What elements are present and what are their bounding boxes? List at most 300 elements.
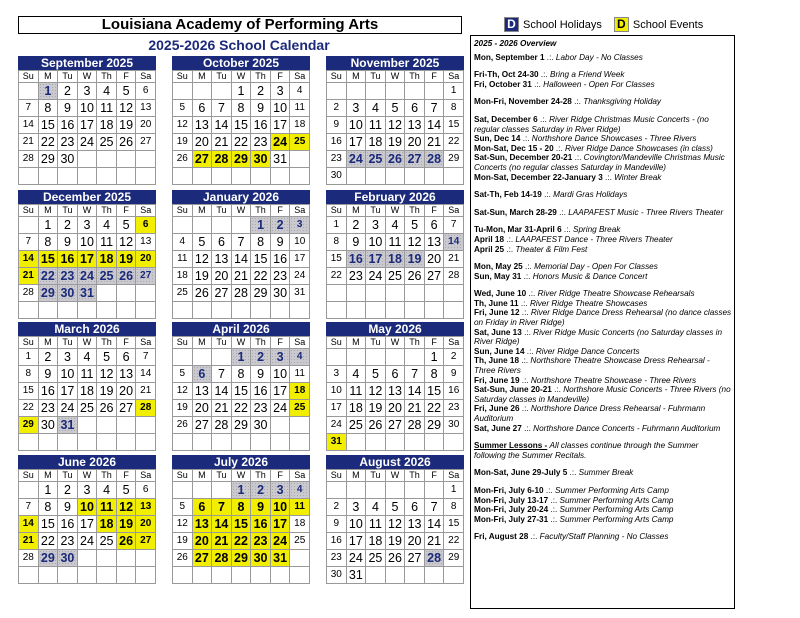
event-legend-label: School Events (632, 18, 704, 31)
day-cell: 2 (327, 499, 347, 516)
group-spacer (474, 281, 732, 289)
day-cell (425, 482, 445, 499)
month-grid (326, 336, 464, 451)
overview-event: Sun, Dec 14 .:. Northshore Dance Showcases - Three Rivers (474, 134, 697, 144)
weekday-label: M (39, 71, 59, 83)
day-cell: 19 (117, 117, 137, 134)
day-cell: 25 (78, 400, 98, 417)
weekday-label: Th (97, 337, 117, 349)
day-cell: 6 (136, 217, 156, 234)
day-cell: 24 (366, 268, 386, 285)
day-cell (232, 302, 252, 319)
day-cell (271, 434, 291, 451)
day-cell: 3 (78, 482, 98, 499)
day-cell: 11 (97, 234, 117, 251)
day-cell (405, 349, 425, 366)
day-cell: 23 (251, 134, 271, 151)
day-cell (386, 168, 406, 185)
day-cell (19, 217, 39, 234)
day-cell: 18 (97, 516, 117, 533)
event-date: Sat, June 13 (474, 327, 522, 337)
weekday-label: W (78, 470, 98, 482)
day-cell: 28 (232, 285, 252, 302)
day-cell: 6 (405, 100, 425, 117)
weekday-label: W (386, 71, 406, 83)
day-cell: 7 (444, 217, 464, 234)
day-cell (193, 434, 213, 451)
day-cell (212, 434, 232, 451)
day-cell: 4 (97, 83, 117, 100)
weekday-label: Su (19, 337, 39, 349)
weekday-label: W (78, 71, 98, 83)
event-date: Sun, June 14 (474, 346, 525, 356)
group-spacer (474, 217, 732, 225)
overview-event: Mon-Fri, July 6-10 .:. Summer Performing Arts Camp (474, 485, 669, 495)
day-cell (405, 168, 425, 185)
day-cell: 7 (425, 499, 445, 516)
event-description: Halloween - Open For Classes (543, 79, 655, 89)
day-cell: 6 (193, 100, 213, 117)
day-cell (193, 217, 213, 234)
day-cell: 28 (212, 550, 232, 567)
day-cell (173, 217, 193, 234)
day-cell: 8 (327, 234, 347, 251)
day-cell: 18 (290, 383, 310, 400)
overview-event: Sat-Sun, December 20-21 .:. Covington/Mandeville Christmas Music Concerts (no regular classes Saturday in Mandeville) (474, 153, 725, 172)
weekday-label: W (78, 205, 98, 217)
weekday-label: Tu (212, 470, 232, 482)
day-cell: 1 (232, 83, 252, 100)
month-calendar (326, 322, 464, 451)
weekday-label: Th (405, 470, 425, 482)
day-cell: 21 (212, 533, 232, 550)
month-title: March 2026 (18, 322, 156, 336)
overview-event: Sun, June 14 .:. River Ridge Dance Concerts (474, 346, 640, 356)
day-cell: 13 (193, 383, 213, 400)
day-cell: 18 (366, 533, 386, 550)
day-cell (425, 567, 445, 584)
day-cell: 16 (58, 117, 78, 134)
day-cell: 15 (425, 383, 445, 400)
day-cell: 21 (212, 134, 232, 151)
day-cell: 22 (444, 533, 464, 550)
day-cell: 12 (173, 383, 193, 400)
day-cell (136, 302, 156, 319)
day-cell: 28 (405, 417, 425, 434)
day-cell: 9 (58, 499, 78, 516)
day-cell: 23 (444, 400, 464, 417)
day-cell: 16 (251, 383, 271, 400)
month-grid (172, 204, 310, 319)
day-cell: 20 (405, 134, 425, 151)
weekday-label: M (193, 205, 213, 217)
weekday-label: W (232, 470, 252, 482)
overview-event: Sat, June 27 .:. Northshore Dance Concerts - Fuhrmann Auditorium (474, 423, 721, 433)
day-cell: 10 (327, 383, 347, 400)
day-cell: 3 (271, 349, 291, 366)
day-cell (444, 168, 464, 185)
day-cell: 1 (444, 482, 464, 499)
day-cell (366, 83, 386, 100)
day-cell (366, 349, 386, 366)
month-grid (18, 70, 156, 185)
day-cell: 11 (366, 516, 386, 533)
overview-event: Sat, June 13 .:. River Ridge Music Concerts (no Saturday classes in River Ridge) (474, 327, 723, 347)
day-cell: 29 (444, 550, 464, 567)
day-cell (117, 285, 137, 302)
day-cell (173, 349, 193, 366)
day-cell: 13 (386, 383, 406, 400)
day-cell: 22 (251, 268, 271, 285)
event-description: Summer Performing Arts Camp (559, 505, 674, 515)
page-title: Louisiana Academy of Performing Arts (18, 16, 462, 34)
day-cell: 6 (117, 349, 137, 366)
day-cell (251, 434, 271, 451)
day-cell: 23 (347, 268, 367, 285)
weekday-label: F (271, 337, 291, 349)
month-calendar (18, 455, 156, 584)
day-cell: 28 (212, 417, 232, 434)
day-cell (232, 217, 252, 234)
day-cell: 20 (136, 251, 156, 268)
day-cell (78, 168, 98, 185)
day-cell: 29 (19, 417, 39, 434)
group-spacer (474, 524, 732, 532)
day-cell: 15 (251, 251, 271, 268)
day-cell: 9 (251, 366, 271, 383)
weekday-label: Th (405, 205, 425, 217)
day-cell (386, 567, 406, 584)
month-calendar (18, 322, 156, 451)
day-cell: 20 (386, 400, 406, 417)
day-cell: 10 (78, 499, 98, 516)
month-title: June 2026 (18, 455, 156, 469)
event-description: Northshore Theatre Showcase - Three Rivers (530, 375, 697, 385)
event-description: River Ridge Dance Showcases (in class) (565, 143, 713, 153)
day-cell: 2 (39, 349, 59, 366)
legend (504, 17, 703, 32)
day-cell: 17 (366, 251, 386, 268)
event-description: Northshore Music Concerts - Three Rivers (no Saturday classes in Mandeville) (474, 385, 731, 404)
day-cell: 25 (173, 285, 193, 302)
weekday-label: F (425, 71, 445, 83)
day-cell: 22 (19, 400, 39, 417)
day-cell (386, 434, 406, 451)
day-cell: 5 (386, 100, 406, 117)
day-cell (425, 83, 445, 100)
day-cell: 10 (347, 516, 367, 533)
day-cell: 7 (212, 366, 232, 383)
event-date: Fri, June 26 (474, 404, 520, 414)
day-cell: 10 (366, 234, 386, 251)
day-cell (347, 285, 367, 302)
overview-event: Sun, May 31 .:. Honors Music & Dance Concert (474, 271, 648, 281)
day-cell (117, 567, 137, 584)
day-cell: 15 (327, 251, 347, 268)
day-cell: 6 (386, 366, 406, 383)
weekday-label: W (386, 470, 406, 482)
group-spacer (474, 478, 732, 486)
weekday-label: Tu (58, 205, 78, 217)
day-cell: 18 (290, 117, 310, 134)
day-cell: 24 (271, 400, 291, 417)
event-date: Sat, June 27 (474, 423, 522, 433)
day-cell: 16 (327, 533, 347, 550)
month-calendar (172, 190, 310, 319)
day-cell (386, 349, 406, 366)
day-cell (347, 434, 367, 451)
day-cell (327, 83, 347, 100)
weekday-label: Th (97, 205, 117, 217)
day-cell: 31 (327, 434, 347, 451)
day-cell: 16 (251, 516, 271, 533)
day-cell: 18 (366, 134, 386, 151)
day-cell (97, 567, 117, 584)
weekday-label: Tu (212, 205, 232, 217)
day-cell: 30 (58, 550, 78, 567)
day-cell: 13 (212, 251, 232, 268)
day-cell: 7 (212, 100, 232, 117)
event-date: Fri, June 12 (474, 308, 520, 318)
month-title: May 2026 (326, 322, 464, 336)
event-date: Mon-Fri, July 13-17 (474, 495, 549, 505)
overview-list (474, 53, 732, 542)
day-cell: 12 (117, 499, 137, 516)
day-cell: 25 (97, 134, 117, 151)
day-cell: 31 (78, 285, 98, 302)
month-grid (172, 70, 310, 185)
weekday-label: F (117, 337, 137, 349)
day-cell (232, 168, 252, 185)
day-cell: 3 (347, 100, 367, 117)
day-cell: 22 (39, 268, 59, 285)
day-cell (271, 567, 291, 584)
day-cell: 31 (58, 417, 78, 434)
day-cell: 17 (347, 533, 367, 550)
day-cell: 21 (19, 134, 39, 151)
weekday-label: M (347, 71, 367, 83)
day-cell: 26 (173, 151, 193, 168)
weekday-label: Tu (366, 470, 386, 482)
event-description: Spring Break (573, 225, 621, 235)
weekday-label: Sa (444, 470, 464, 482)
day-cell: 15 (39, 251, 59, 268)
day-cell: 4 (173, 234, 193, 251)
day-cell: 4 (347, 366, 367, 383)
day-cell: 20 (405, 533, 425, 550)
day-cell: 18 (347, 400, 367, 417)
overview-event: Sat-Sun, June 20-21 .:. Northshore Music Concerts - Three Rivers (no Saturday classes in Mandeville) (474, 385, 731, 404)
day-cell (444, 434, 464, 451)
overview-event: Wed, June 10 .:. River Ridge Theatre Showcase Rehearsals (474, 289, 695, 299)
day-cell (19, 567, 39, 584)
group-spacer (474, 433, 732, 441)
weekday-label: W (386, 337, 406, 349)
day-cell: 3 (290, 217, 310, 234)
day-cell: 16 (39, 383, 59, 400)
day-cell: 28 (425, 151, 445, 168)
month-title: February 2026 (326, 190, 464, 204)
weekday-label: Tu (58, 71, 78, 83)
day-cell: 9 (251, 100, 271, 117)
day-cell: 5 (193, 234, 213, 251)
weekday-label: Su (19, 71, 39, 83)
day-cell (386, 83, 406, 100)
day-cell: 24 (347, 151, 367, 168)
day-cell (386, 285, 406, 302)
day-cell: 14 (212, 117, 232, 134)
day-cell: 9 (39, 366, 59, 383)
month-calendar (172, 322, 310, 451)
event-date: Sun, May 31 (474, 271, 522, 281)
day-cell: 9 (251, 499, 271, 516)
day-cell (347, 302, 367, 319)
month-title: April 2026 (172, 322, 310, 336)
day-cell: 7 (136, 349, 156, 366)
day-cell: 19 (117, 516, 137, 533)
overview-title: 2025 - 2026 Overview (474, 39, 557, 48)
day-cell: 25 (366, 550, 386, 567)
day-cell (212, 83, 232, 100)
weekday-label: M (39, 205, 59, 217)
day-cell: 19 (386, 134, 406, 151)
day-cell (97, 168, 117, 185)
day-cell (290, 567, 310, 584)
day-cell (19, 302, 39, 319)
group-spacer (474, 200, 732, 208)
day-cell: 2 (444, 349, 464, 366)
day-cell: 8 (251, 234, 271, 251)
event-description: Northshore Dance Concerts - Fuhrmann Auditorium (533, 423, 721, 433)
day-cell: 23 (39, 400, 59, 417)
month-grid (326, 70, 464, 185)
day-cell: 26 (193, 285, 213, 302)
day-cell: 24 (290, 268, 310, 285)
event-description: River Ridge Dance Concerts (535, 346, 640, 356)
day-cell: 19 (405, 251, 425, 268)
day-cell (173, 434, 193, 451)
day-cell: 9 (271, 234, 291, 251)
month-title: July 2026 (172, 455, 310, 469)
day-cell: 30 (327, 168, 347, 185)
day-cell: 16 (58, 516, 78, 533)
day-cell: 24 (347, 550, 367, 567)
day-cell (58, 567, 78, 584)
day-cell (271, 302, 291, 319)
event-description: Northshore Dance Dress Rehearsal - Fuhrmann Auditorium (474, 404, 706, 423)
day-cell: 28 (425, 550, 445, 567)
day-cell (405, 567, 425, 584)
day-cell: 30 (327, 567, 347, 584)
day-cell: 20 (425, 251, 445, 268)
day-cell (327, 285, 347, 302)
event-description: Covington/Mandeville Christmas Music Concerts (no regular classes Saturday in Mandeville) (474, 153, 725, 172)
day-cell (425, 168, 445, 185)
day-cell: 20 (212, 268, 232, 285)
day-cell: 10 (78, 234, 98, 251)
day-cell (58, 302, 78, 319)
day-cell: 7 (425, 100, 445, 117)
day-cell: 2 (58, 217, 78, 234)
day-cell: 27 (136, 268, 156, 285)
day-cell: 1 (251, 217, 271, 234)
weekday-label: F (425, 205, 445, 217)
day-cell: 7 (212, 499, 232, 516)
day-cell (193, 302, 213, 319)
day-cell (117, 151, 137, 168)
day-cell: 20 (136, 117, 156, 134)
day-cell: 12 (117, 100, 137, 117)
weekday-label: Tu (58, 470, 78, 482)
day-cell: 27 (212, 285, 232, 302)
day-cell: 29 (444, 151, 464, 168)
weekday-label: Sa (136, 337, 156, 349)
event-date: Fri, June 19 (474, 375, 520, 385)
day-cell: 4 (290, 349, 310, 366)
day-cell: 14 (19, 251, 39, 268)
day-cell: 12 (366, 383, 386, 400)
weekday-label: F (271, 71, 291, 83)
group-spacer (474, 107, 732, 115)
day-cell: 28 (136, 400, 156, 417)
day-cell: 24 (58, 400, 78, 417)
overview-event: April 25 .:. Theater & Film Fest (474, 244, 588, 254)
day-cell: 8 (39, 100, 59, 117)
weekday-label: Su (327, 71, 347, 83)
day-cell: 11 (290, 100, 310, 117)
day-cell: 14 (444, 234, 464, 251)
day-cell: 15 (232, 117, 252, 134)
day-cell: 12 (405, 234, 425, 251)
event-description: Summer Performing Arts Camp (559, 495, 674, 505)
day-cell: 8 (232, 499, 252, 516)
day-cell: 4 (366, 499, 386, 516)
weekday-label: Sa (290, 470, 310, 482)
day-cell: 28 (212, 151, 232, 168)
day-cell: 21 (19, 533, 39, 550)
day-cell: 7 (19, 100, 39, 117)
weekday-label: Sa (290, 337, 310, 349)
day-cell (271, 168, 291, 185)
day-cell: 15 (39, 516, 59, 533)
day-cell (97, 550, 117, 567)
day-cell: 13 (136, 499, 156, 516)
day-cell: 16 (251, 117, 271, 134)
day-cell: 31 (271, 151, 291, 168)
day-cell (193, 349, 213, 366)
event-description: Summer Break (578, 468, 634, 478)
day-cell: 25 (290, 533, 310, 550)
month-grid (326, 204, 464, 319)
weekday-label: M (39, 337, 59, 349)
day-cell (347, 349, 367, 366)
day-cell: 18 (173, 268, 193, 285)
month-title: December 2025 (18, 190, 156, 204)
day-cell: 5 (366, 366, 386, 383)
day-cell (386, 482, 406, 499)
day-cell: 27 (193, 550, 213, 567)
day-cell (97, 285, 117, 302)
day-cell: 1 (39, 83, 59, 100)
day-cell: 19 (173, 400, 193, 417)
day-cell (251, 168, 271, 185)
day-cell: 1 (39, 217, 59, 234)
event-date: Mon-Fri, July 6-10 (474, 485, 544, 495)
event-date: Mon, September 1 (474, 52, 545, 62)
day-cell: 26 (117, 134, 137, 151)
weekday-label: Th (97, 470, 117, 482)
day-cell: 10 (271, 499, 291, 516)
